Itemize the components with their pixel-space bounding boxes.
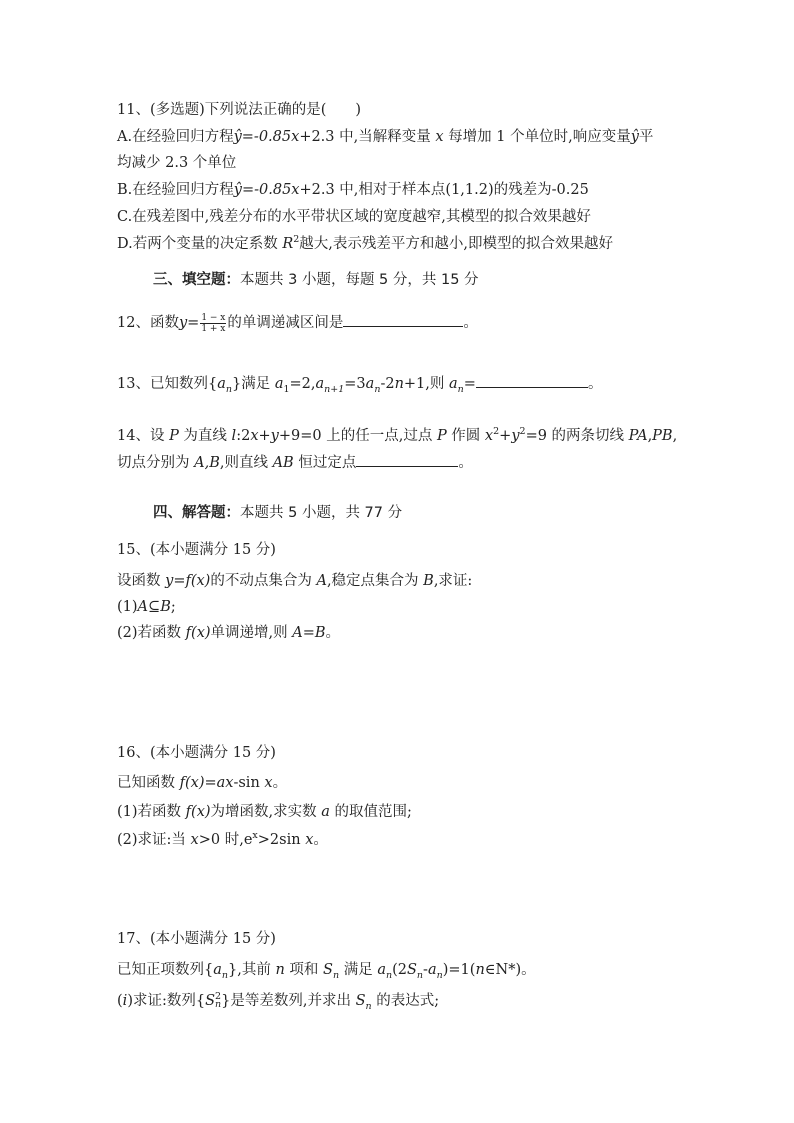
answer-blank: [476, 373, 588, 388]
question-15-heading: 15、(本小题满分 15 分): [117, 542, 276, 558]
question-11-option-c: C.在残差图中,残差分布的水平带状区域的宽度越窄,其模型的拟合效果越好: [117, 209, 591, 225]
question-12: 12、函数y= $\frac{1 - x}{1 + x}$ 的单调递减区间是 。: [117, 312, 478, 334]
question-11-stem: 11、(多选题)下列说法正确的是( ): [117, 102, 362, 118]
question-11-option-a: A.在经验回归方程ŷ=-0.85x+2.3 中,当解释变量 x 每增加 1 个单位时,响应变量ŷ平: [117, 129, 654, 145]
question-16-line-3: (2)求证:当 x>0 时$,e^x>2\sin$ x。: [117, 830, 328, 848]
question-15-line-1: 设函数 y=f(x)的不动点集合为 A,稳定点集合为 B,求证:: [117, 573, 473, 589]
question-17-heading: 17、(本小题满分 15 分): [117, 931, 276, 947]
question-16-line-2: (1)若函数 f(x)为增函数,求实数 a 的取值范围;: [117, 804, 412, 820]
fraction: $\frac{1 - x}{1 + x}$: [201, 312, 226, 334]
question-15-line-2: (1)A⊆B;: [117, 599, 176, 615]
question-14-line-2: 切点分别为 A,B,则直线 AB 恒过定点 。: [117, 452, 473, 473]
section-4-heading: 四、解答题：本题共 5 小题，共 77 分: [153, 505, 403, 521]
question-16-heading: 16、(本小题满分 15 分): [117, 745, 276, 761]
question-11-option-b: B.在经验回归方程ŷ=-0.85x+2.3 中,相对于样本点(1,1.2)的残差为-0.25: [117, 182, 589, 198]
question-15-line-3: (2)若函数 f(x)单调递增,则 A=B。: [117, 625, 341, 641]
question-17-line-1: 已知正项数列$\{a_n\}$,其前 n 项和 $S_n$ 满足 $a_n(2S_n-a_n)=1(n\in N*)$。: [117, 962, 536, 981]
question-11-option-a-cont: 均减少 2.3 个单位: [117, 155, 237, 171]
question-16-line-1: 已知函数 f(x)=ax-sin x。: [117, 775, 288, 791]
question-13: 13、已知数列$\{a_n\}$满足 $a_1=2,a_{n+1}=3a_n-2n+1$,则 $a_n=$ 。: [117, 373, 602, 394]
section-3-heading: 三、填空题：本题共 3 小题，每题 5 分，共 15 分: [153, 272, 479, 288]
question-14-line-1: 14、设 P 为直线 l:2x+y+9=0 上的任一点,过点 P 作圆 $x^2+y^2=9$ 的两条切线 PA,PB,: [117, 426, 678, 444]
question-11-option-d: D.若两个变量的决定系数 $R^2$越大,表示残差平方和越小,即模型的拟合效果越好: [117, 234, 614, 252]
answer-blank: [356, 452, 458, 467]
question-17-line-2: (i)求证:数列{S 2 n }是等差数列,并求出 $S_n$ 的表达式;: [117, 991, 440, 1012]
answer-blank: [343, 312, 463, 327]
